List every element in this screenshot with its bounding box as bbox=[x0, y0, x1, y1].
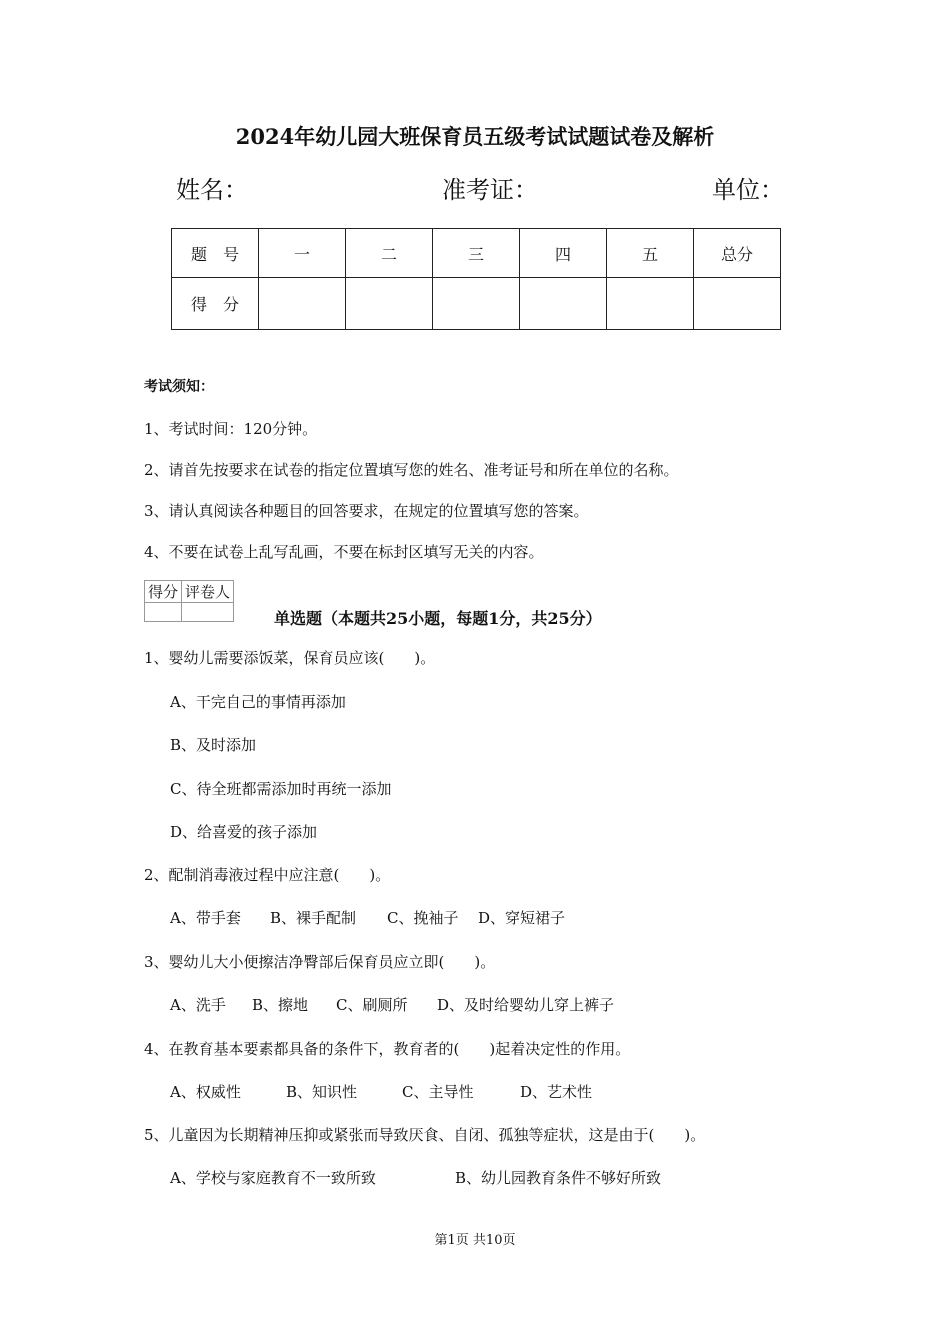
section-title: 单选题（本题共25小题，每题1分，共25分） bbox=[274, 609, 602, 628]
answer-option: C、挽袖子 bbox=[387, 909, 459, 927]
answer-option: B、知识性 bbox=[286, 1083, 358, 1101]
answer-option: A、学校与家庭教育不一致所致 bbox=[170, 1169, 376, 1187]
answer-option: A、干完自己的事情再添加 bbox=[170, 693, 346, 711]
grader-box bbox=[144, 580, 234, 622]
score-header-cell: 五 bbox=[607, 229, 694, 278]
score-header-cell: 四 bbox=[520, 229, 607, 278]
score-row-label: 得 分 bbox=[172, 278, 259, 330]
score-cell[interactable] bbox=[259, 278, 346, 330]
name-label: 姓名： bbox=[176, 176, 248, 204]
answer-option: D、及时给婴幼儿穿上裤子 bbox=[437, 996, 615, 1014]
answer-option: C、刷厕所 bbox=[336, 996, 408, 1014]
question-stem: 4、在教育基本要素都具备的条件下，教育者的( )起着决定性的作用。 bbox=[144, 1040, 631, 1058]
question-stem: 3、婴幼儿大小便擦洁净臀部后保育员应立即( )。 bbox=[144, 953, 496, 971]
ticket-label: 准考证： bbox=[442, 176, 538, 204]
grader-score-label: 得分 bbox=[145, 581, 182, 603]
answer-option: B、幼儿园教育条件不够好所致 bbox=[455, 1169, 662, 1187]
score-cell[interactable] bbox=[433, 278, 520, 330]
answer-option: D、艺术性 bbox=[520, 1083, 593, 1101]
answer-option: C、主导性 bbox=[402, 1083, 474, 1101]
grader-reviewer-cell[interactable] bbox=[182, 603, 234, 622]
page-footer: 第1页 共10页 bbox=[434, 1233, 516, 1248]
score-cell[interactable] bbox=[520, 278, 607, 330]
answer-option: B、裸手配制 bbox=[270, 909, 357, 927]
score-header-cell: 二 bbox=[346, 229, 433, 278]
answer-option: C、待全班都需添加时再统一添加 bbox=[170, 780, 392, 798]
notice-item: 2、请首先按要求在试卷的指定位置填写您的姓名、准考证号和所在单位的名称。 bbox=[144, 461, 679, 479]
answer-option: D、穿短裙子 bbox=[478, 909, 566, 927]
notice-item: 4、不要在试卷上乱写乱画，不要在标封区填写无关的内容。 bbox=[144, 543, 544, 561]
page-title: 2024年幼儿园大班保育员五级考试试题试卷及解析 bbox=[235, 124, 715, 149]
question-stem: 1、婴幼儿需要添饭菜，保育员应该( )。 bbox=[144, 649, 436, 667]
score-cell[interactable] bbox=[607, 278, 694, 330]
score-header-cell: 三 bbox=[433, 229, 520, 278]
unit-label: 单位： bbox=[712, 176, 784, 204]
answer-option: B、擦地 bbox=[252, 996, 309, 1014]
score-header-cell: 一 bbox=[259, 229, 346, 278]
score-header-cell: 总分 bbox=[694, 229, 781, 278]
grader-score-cell[interactable] bbox=[145, 603, 182, 622]
notice-item: 1、考试时间：120分钟。 bbox=[144, 420, 318, 438]
score-cell[interactable] bbox=[694, 278, 781, 330]
question-stem: 2、配制消毒液过程中应注意( )。 bbox=[144, 866, 391, 884]
answer-option: D、给喜爱的孩子添加 bbox=[170, 823, 318, 841]
answer-option: B、及时添加 bbox=[170, 736, 257, 754]
question-stem: 5、儿童因为长期精神压抑或紧张而导致厌食、自闭、孤独等症状，这是由于( )。 bbox=[144, 1126, 706, 1144]
score-header-cell: 题 号 bbox=[172, 229, 259, 278]
notice-item: 3、请认真阅读各种题目的回答要求，在规定的位置填写您的答案。 bbox=[144, 502, 589, 520]
score-table bbox=[171, 228, 781, 330]
answer-option: A、权威性 bbox=[170, 1083, 241, 1101]
answer-option: A、带手套 bbox=[170, 909, 241, 927]
score-cell[interactable] bbox=[346, 278, 433, 330]
notice-heading: 考试须知： bbox=[144, 379, 214, 395]
answer-option: A、洗手 bbox=[170, 996, 226, 1014]
grader-reviewer-label: 评卷人 bbox=[182, 581, 234, 603]
